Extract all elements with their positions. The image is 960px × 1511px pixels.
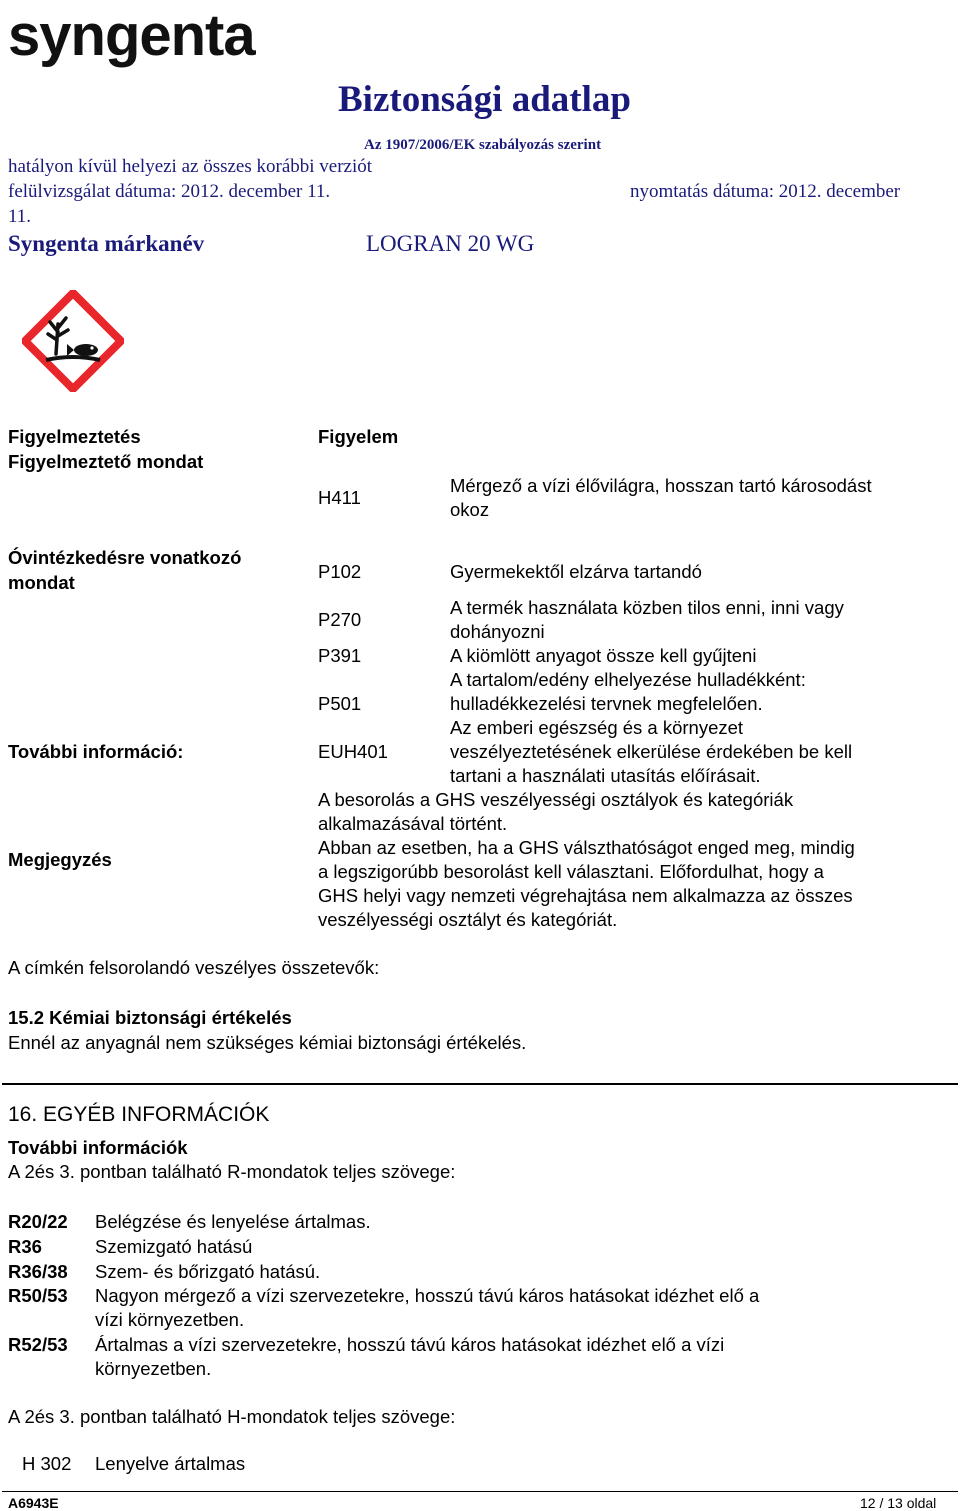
section-16-subheading: További információk	[8, 1137, 188, 1158]
r-phrases-intro: A 2és 3. pontban található R-mondatok teljes szövege:	[8, 1161, 456, 1182]
label-components-heading: A címkén felsorolandó veszélyes összetevők:	[8, 957, 380, 978]
note-line: Abban az esetben, ha a GHS válszthatóságot enged meg, mindig	[318, 837, 855, 858]
signal-word: Figyelem	[318, 426, 399, 447]
extra-info-label: További információ:	[8, 741, 184, 762]
print-date: nyomtatás dátuma: 2012. december	[630, 181, 901, 202]
r-code: R20/22	[8, 1211, 68, 1232]
p-text-line2: hulladékkezelési tervnek megfelelően.	[450, 693, 763, 714]
euh-text-line3: tartani a használati utasítás előírásait.	[450, 765, 761, 786]
p-text: A kiömlött anyagot össze kell gyűjteni	[450, 645, 757, 666]
r-code: R36	[8, 1236, 42, 1257]
section-15-2-heading: 15.2 Kémiai biztonsági értékelés	[8, 1007, 292, 1028]
footer-page-number: 12 / 13 oldal	[860, 1495, 937, 1511]
r-code: R52/53	[8, 1334, 68, 1355]
section-16-heading: 16. EGYÉB INFORMÁCIÓK	[8, 1103, 270, 1126]
p-text-line2: dohányozni	[450, 621, 545, 642]
euh-text-line1: Az emberi egészség és a környezet	[450, 717, 744, 738]
note-line: a legszigorúbb besorolást kell választani. Előfordulhat, hogy a	[318, 861, 824, 882]
p-code: P391	[318, 645, 362, 666]
r-text-line2: vízi környezetben.	[95, 1309, 245, 1330]
note-line: veszélyességi osztályt és kategóriát.	[318, 909, 618, 930]
p-code: P501	[318, 693, 362, 714]
print-date-continued: 11.	[8, 206, 32, 227]
r-text: Ártalmas a vízi szervezetekre, hosszú távú káros hatásokat idézhet elő a vízi	[95, 1334, 725, 1355]
section-15-2-text: Ennél az anyagnál nem szükséges kémiai biztonsági értékelés.	[8, 1032, 527, 1053]
r-text-line2: környezetben.	[95, 1358, 212, 1379]
brand-label: Syngenta márkanév	[8, 231, 205, 256]
warning-label: Figyelmeztetés	[8, 426, 141, 447]
p-text: Gyermekektől elzárva tartandó	[450, 561, 702, 582]
r-code: R36/38	[8, 1261, 68, 1282]
syngenta-logo: syngenta	[8, 3, 255, 68]
r-text: Szem- és bőrizgató hatású.	[95, 1261, 321, 1282]
note-line: A besorolás a GHS veszélyességi osztályok és kategóriák	[318, 789, 794, 810]
precaution-label-line2: mondat	[8, 572, 75, 593]
h-phrase-code: H 302	[22, 1453, 72, 1474]
note-line: alkalmazásával történt.	[318, 813, 508, 834]
h-text-line1: Mérgező a vízi élővilágra, hosszan tartó károsodást	[450, 475, 872, 496]
footer-divider	[2, 1491, 958, 1492]
section-divider	[2, 1083, 958, 1085]
product-name: LOGRAN 20 WG	[366, 231, 535, 256]
footer-doc-code: A6943E	[8, 1495, 59, 1511]
p-text: A tartalom/edény elhelyezése hulladékként:	[450, 669, 806, 690]
supersedes-note: hatályon kívül helyezi az összes korábbi verziót	[8, 156, 373, 177]
note-label: Megjegyzés	[8, 849, 112, 870]
euh-text-line2: veszélyeztetésének elkerülése érdekében be kell	[450, 741, 853, 762]
h-code: H411	[318, 487, 361, 508]
r-text: Belégzése és lenyelése ártalmas.	[95, 1211, 371, 1232]
r-text: Szemizgató hatású	[95, 1236, 253, 1257]
document-subtitle: Az 1907/2006/EK szabályozás szerint	[364, 137, 602, 153]
p-code: P102	[318, 561, 362, 582]
note-line: GHS helyi vagy nemzeti végrehajtása nem alkalmazza az összes	[318, 885, 853, 906]
precaution-label: Óvintézkedésre vonatkozó	[8, 547, 242, 568]
r-code: R50/53	[8, 1285, 68, 1306]
p-text: A termék használata közben tilos enni, inni vagy	[450, 597, 844, 618]
euh-code: EUH401	[318, 741, 388, 762]
document-title: Biztonsági adatlap	[338, 79, 631, 120]
p-code: P270	[318, 609, 362, 630]
r-text: Nagyon mérgező a vízi szervezetekre, hosszú távú káros hatásokat idézhet elő a	[95, 1285, 760, 1306]
revision-date: felülvizsgálat dátuma: 2012. december 11.	[8, 181, 331, 202]
h-text-line2: okoz	[450, 499, 490, 520]
h-phrases-intro: A 2és 3. pontban található H-mondatok teljes szövege:	[8, 1406, 456, 1427]
h-phrase-text: Lenyelve ártalmas	[95, 1453, 246, 1474]
ghs09-environment-icon	[22, 290, 124, 392]
hazard-statement-label: Figyelmeztető mondat	[8, 451, 204, 472]
